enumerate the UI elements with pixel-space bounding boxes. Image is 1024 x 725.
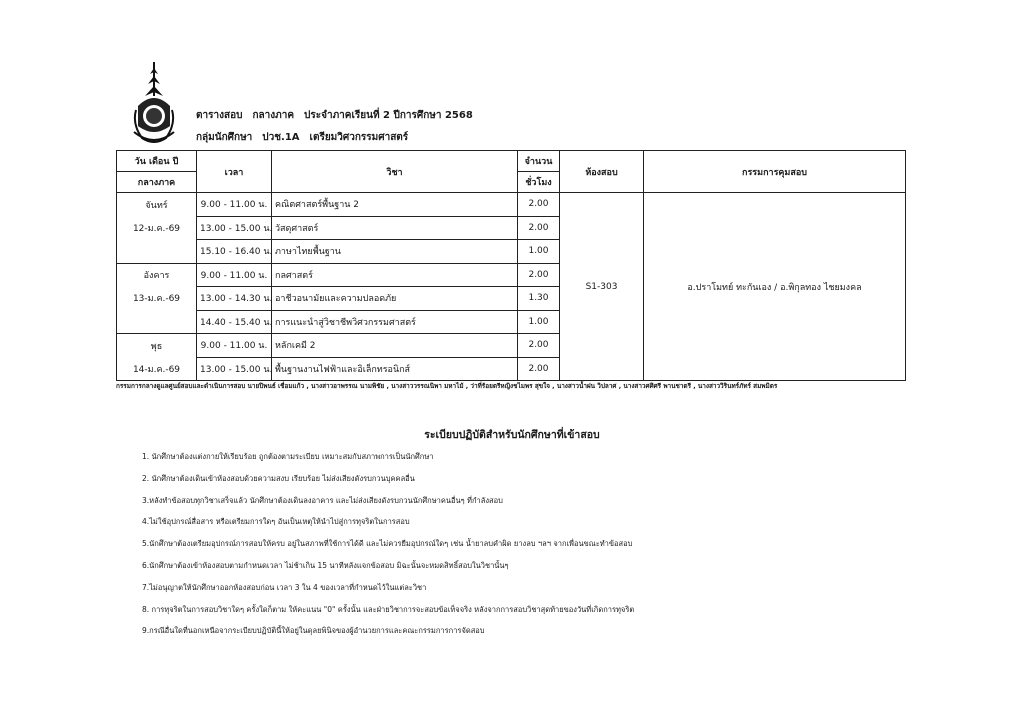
header-time: เวลา <box>197 151 272 193</box>
header-subject: วิชา <box>272 151 518 193</box>
list-item: 7.ไม่อนุญาตให้นักศึกษาออกห้องสอบก่อน เวลา 3 ใน 4 ของเวลาที่กำหนดไว้ในแต่ละวิชา <box>142 582 427 592</box>
header-day: วัน เดือน ปี <box>117 151 197 172</box>
rules-heading: ระเบียบปฏิบัติสำหรับนักศึกษาที่เข้าสอบ <box>424 429 600 441</box>
hours-cell: 2.00 <box>518 193 560 217</box>
exam-schedule-title: ตารางสอบ กลางภาค ประจำภาคเรียนที่ 2 ปีการศึกษา 2568 <box>196 110 473 121</box>
hours-cell: 2.00 <box>518 357 560 381</box>
list-item: 3.หลังทำข้อสอบทุกวิชาเสร็จแล้ว นักศึกษาต้องเดินลงอาคาร และไม่ส่งเสียงดังรบกวนนักศึกษาคนอื่นๆ ที่กำลังสอบ <box>142 495 503 505</box>
header-midterm: กลางภาค <box>117 172 197 193</box>
header-committee: กรรมการคุมสอบ <box>644 151 906 193</box>
list-item: 5.นักศึกษาต้องเตรียมอุปกรณ์การสอบให้ครบ อยู่ในสภาพที่ใช้การได้ดี และไม่ควรยืมอุปกรณ์ใดๆ เช่น น้ำยาลบคำผิด ยางลบ ฯลฯ จากเพื่อนขณะทำข้อสอบ <box>142 539 633 549</box>
exam-schedule-table <box>116 150 906 381</box>
subject-cell: กลศาสตร์ <box>272 263 518 287</box>
day-name: อังคาร <box>117 263 197 287</box>
time-cell: 13.00 - 14.30 น. <box>197 287 272 311</box>
header-room: ห้องสอบ <box>560 151 644 193</box>
list-item: 2. นักศึกษาต้องเดินเข้าห้องสอบด้วยความสงบ เรียบร้อย ไม่ส่งเสียงดังรบกวนบุคคลอื่น <box>142 473 415 483</box>
subject-cell: หลักเคมี 2 <box>272 334 518 358</box>
hours-cell: 1.00 <box>518 240 560 264</box>
institution-logo-icon <box>132 62 176 146</box>
time-cell: 14.40 - 15.40 น. <box>197 310 272 334</box>
header-hours: จำนวน <box>518 151 560 172</box>
student-group-title: กลุ่มนักศึกษา ปวช.1A เตรียมวิศวกรรมศาสตร์ <box>196 132 409 143</box>
day-date: 13-ม.ค.-69 <box>117 287 197 311</box>
day-date: 12-ม.ค.-69 <box>117 216 197 240</box>
hours-cell: 1.30 <box>518 287 560 311</box>
list-item: 6.นักศึกษาต้องเข้าห้องสอบตามกำหนดเวลา ไม่ช้าเกิน 15 นาทีหลังแจกข้อสอบ มิฉะนั้นจะหมดสิทธิ์สอบในวิชานั้นๆ <box>142 560 509 570</box>
hours-cell: 2.00 <box>518 216 560 240</box>
subject-cell: ภาษาไทยพื้นฐาน <box>272 240 518 264</box>
time-cell: 9.00 - 11.00 น. <box>197 193 272 217</box>
list-item: 1. นักศึกษาต้องแต่งกายให้เรียบร้อย ถูกต้องตามระเบียบ เหมาะสมกับสภาพการเป็นนักศึกษา <box>142 452 434 461</box>
room-cell: S1-303 <box>560 193 644 381</box>
time-cell: 13.00 - 15.00 น. <box>197 357 272 381</box>
subject-cell: อาชีวอนามัยและความปลอดภัย <box>272 287 518 311</box>
committee-cell: อ.ปราโมทย์ ทะกันเอง / อ.พิกุลทอง ไชยมงคล <box>644 193 906 381</box>
day-date: 14-ม.ค.-69 <box>117 357 197 381</box>
subject-cell: พื้นฐานงานไฟฟ้าและอิเล็กทรอนิกส์ <box>272 357 518 381</box>
rules-list <box>142 446 634 642</box>
header-hours-unit: ชั่วโมง <box>518 172 560 193</box>
subject-cell: การแนะนำสู่วิชาชีพวิศวกรรมศาสตร์ <box>272 310 518 334</box>
time-cell: 15.10 - 16.40 น. <box>197 240 272 264</box>
list-item: 4.ไม่ใช้อุปกรณ์สื่อสาร หรือเตรียมการใดๆ อันเป็นเหตุให้นำไปสู่การทุจริตในการสอบ <box>142 517 410 527</box>
day-name: พุธ <box>117 334 197 358</box>
hours-cell: 2.00 <box>518 263 560 287</box>
time-cell: 9.00 - 11.00 น. <box>197 334 272 358</box>
table-row <box>117 193 906 217</box>
subject-cell: คณิตศาสตร์พื้นฐาน 2 <box>272 193 518 217</box>
hours-cell: 1.00 <box>518 310 560 334</box>
central-committee-note: กรรมการกลางดูแลศูนย์สอบและดำเนินการสอบ นายปิพนธ์ เชื่อมแก้ว , นางสาวอาพรรณ นามพิชัย , นางสาววรรณนิพา มหาไม้ , ว่าที่ร้อยตรีหญิงชไมพร สุขใจ , นางสาวน้ำฝน วิปลาศ , นางสาวศศิศรี พานชาตรี , นางสาววิรินทร์ภัทร์ สมพมิตร <box>116 382 778 390</box>
subject-cell: วัสดุศาสตร์ <box>272 216 518 240</box>
hours-cell: 2.00 <box>518 334 560 358</box>
time-cell: 13.00 - 15.00 น. <box>197 216 272 240</box>
day-name: จันทร์ <box>117 193 197 217</box>
list-item: 9.กรณีอื่นใดที่นอกเหนือจากระเบียบปฏิบัตินี้ให้อยู่ในดุลยพินิจของผู้อำนวยการและคณะกรรมการการจัดสอบ <box>142 626 485 636</box>
list-item: 8. การทุจริตในการสอบวิชาใดๆ ครั้งใดก็ตาม ให้คะแนน "0" ครั้งนั้น และฝ่ายวิชาการจะสอบข้อเท็จจริง หลังจากการสอบวิชาสุดท้ายของวันที่เกิดการทุจริต <box>142 604 635 614</box>
time-cell: 9.00 - 11.00 น. <box>197 263 272 287</box>
